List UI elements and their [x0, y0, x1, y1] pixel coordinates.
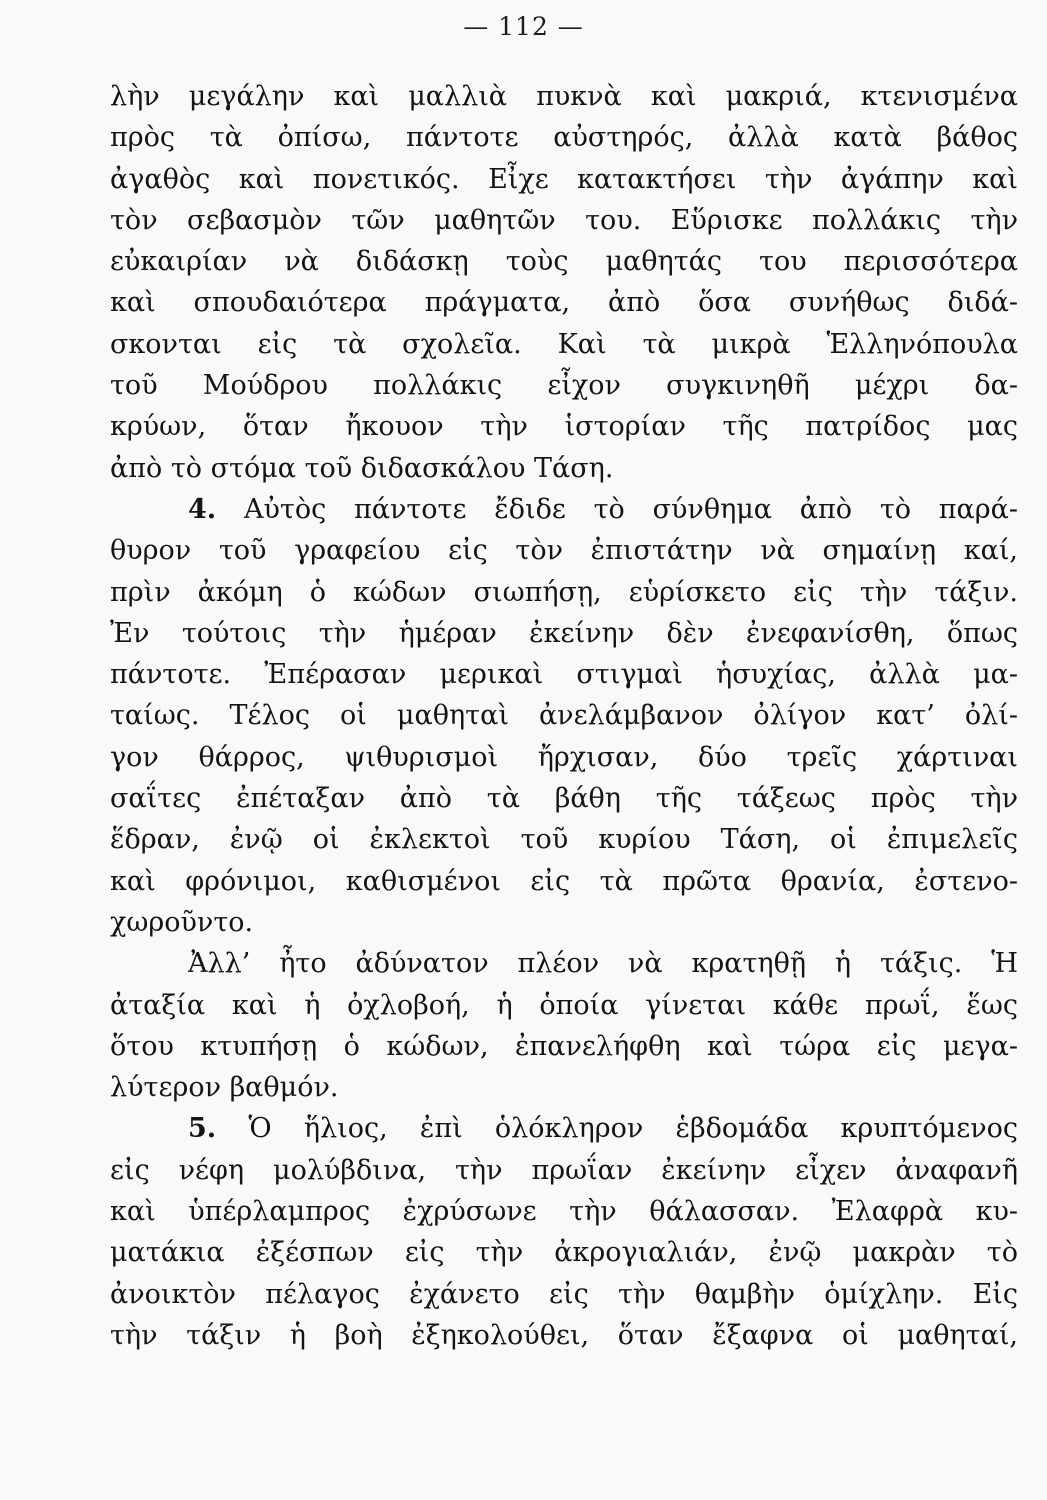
line-text: λὴν μεγάλην καὶ μαλλιὰ πυκνὰ καὶ μακριά, κτενισμένα	[110, 81, 1018, 112]
body-text	[110, 76, 1018, 1356]
line-text: ἀγαθὸς καὶ πονετικός. Εἶχε κατακτήσει τὴν ἀγάπην καὶ	[110, 163, 1018, 195]
line-text: γον θάρρος, ψιθυρισμοὶ ἤρχισαν, δύο τρεῖς χάρτιναι	[110, 741, 1018, 773]
text-line	[110, 985, 1018, 1026]
page-number: — 112 —	[463, 12, 584, 41]
line-text: ταίως. Τέλος οἱ μαθηταὶ ἀνελάμβανον ὀλίγον κατ’ ὀλί-	[110, 700, 1018, 732]
line-text: πάντοτε. Ἐπέρασαν μερικαὶ στιγμαὶ ἡσυχίας, ἀλλὰ μα-	[110, 659, 1018, 691]
text-line	[110, 1108, 1018, 1149]
line-text: καὶ ὑπέρλαμπρος ἐχρύσωνε τὴν θάλασσαν. Ἐλαφρὰ κυ-	[110, 1196, 1018, 1228]
text-line	[110, 489, 1018, 530]
line-text: καὶ σπουδαιότερα πράγματα, ἀπὸ ὅσα συνήθως διδά-	[110, 287, 1018, 319]
line-text: λύτερον βαθμόν.	[110, 1072, 339, 1104]
line-text: θυρον τοῦ γραφείου εἰς τὸν ἐπιστάτην νὰ σημαίνῃ καί,	[110, 535, 1018, 567]
line-text: ἕδραν, ἐνῷ οἱ ἐκλεκτοὶ τοῦ κυρίου Τάση, οἱ ἐπιμελεῖς	[110, 824, 1018, 856]
text-line	[110, 861, 1018, 902]
line-text: Ὁ ἥλιος, ἐπὶ ὁλόκληρον ἑβδομάδα κρυπτόμενος	[248, 1113, 1018, 1145]
text-line	[110, 778, 1018, 819]
text-line	[110, 654, 1018, 695]
text-line	[110, 572, 1018, 613]
line-text: εὐκαιρίαν νὰ διδάσκῃ τοὺς μαθητάς του περισσότερα	[110, 246, 1018, 278]
text-line	[110, 613, 1018, 654]
line-text: ἀταξία καὶ ἡ ὀχλοβοή, ἡ ὁποία γίνεται κάθε πρωΐ, ἕως	[110, 989, 1018, 1021]
section-number: 4.	[188, 493, 217, 525]
line-text: καὶ φρόνιμοι, καθισμένοι εἰς τὰ πρῶτα θρανία, ἐστενο-	[110, 865, 1018, 897]
text-line	[110, 1150, 1018, 1191]
line-text: χωροῦντο.	[110, 906, 254, 938]
text-line	[110, 1191, 1018, 1232]
line-text: τὸν σεβασμὸν τῶν μαθητῶν του. Εὕρισκε πολλάκις τὴν	[110, 204, 1018, 236]
text-line	[110, 530, 1018, 571]
line-text: ἀνοικτὸν πέλαγος ἐχάνετο εἰς τὴν θαμβὴν ὁμίχλην. Εἰς	[110, 1278, 1018, 1310]
text-line	[110, 406, 1018, 447]
text-line	[110, 324, 1018, 365]
text-line	[110, 1026, 1018, 1067]
text-line	[110, 282, 1018, 323]
line-text: πρὸς τὰ ὀπίσω, πάντοτε αὐστηρός, ἀλλὰ κατὰ βάθος	[110, 122, 1018, 154]
text-line	[110, 159, 1018, 200]
text-line	[110, 819, 1018, 860]
text-line	[110, 943, 1018, 984]
text-line	[110, 1315, 1018, 1356]
section-number: 5.	[188, 1113, 217, 1145]
text-line	[110, 241, 1018, 282]
text-line	[110, 1274, 1018, 1315]
line-text: κρύων, ὅταν ἤκουον τὴν ἱστορίαν τῆς πατρίδος μας	[110, 411, 1018, 443]
text-line	[110, 1067, 1018, 1108]
line-text: ὅτου κτυπήσῃ ὁ κώδων, ἐπανελήφθη καὶ τώρα εἰς μεγα-	[110, 1030, 1018, 1062]
line-text: σκονται εἰς τὰ σχολεῖα. Καὶ τὰ μικρὰ Ἑλληνόπουλα	[110, 328, 1018, 360]
text-line	[110, 200, 1018, 241]
text-line	[110, 76, 1018, 117]
line-text: ἀπὸ τὸ στόμα τοῦ διδασκάλου Τάση.	[110, 452, 614, 484]
text-line	[110, 117, 1018, 158]
line-text: τοῦ Μούδρου πολλάκις εἶχον συγκινηθῆ μέχρι δα-	[110, 370, 1018, 402]
text-line	[110, 737, 1018, 778]
line-text: ματάκια ἐξέσπων εἰς τὴν ἀκρογιαλιάν, ἐνῷ μακρὰν τὸ	[110, 1237, 1018, 1269]
text-line	[110, 448, 1018, 489]
line-text: σαΐτες ἐπέταξαν ἀπὸ τὰ βάθη τῆς τάξεως πρὸς τὴν	[110, 783, 1018, 815]
text-line	[110, 695, 1018, 736]
line-text: Ἐν τούτοις τὴν ἡμέραν ἐκείνην δὲν ἐνεφανίσθη, ὅπως	[110, 617, 1018, 649]
line-text: εἰς νέφη μολύβδινα, τὴν πρωΐαν ἐκείνην εἶχεν ἀναφανῆ	[110, 1154, 1018, 1186]
line-text: Ἀλλ’ ἦτο ἀδύνατον πλέον νὰ κρατηθῇ ἡ τάξις. Ἡ	[188, 948, 1018, 980]
line-text: Αὐτὸς πάντοτε ἔδιδε τὸ σύνθημα ἀπὸ τὸ παρά-	[243, 493, 1018, 525]
text-line	[110, 365, 1018, 406]
text-line	[110, 1232, 1018, 1273]
line-text: τὴν τάξιν ἡ βοὴ ἐξηκολούθει, ὅταν ἔξαφνα οἱ μαθηταί,	[110, 1319, 1018, 1351]
line-text: πρὶν ἀκόμη ὁ κώδων σιωπήσῃ, εὑρίσκετο εἰς τὴν τάξιν.	[110, 576, 1018, 608]
text-line	[110, 902, 1018, 943]
